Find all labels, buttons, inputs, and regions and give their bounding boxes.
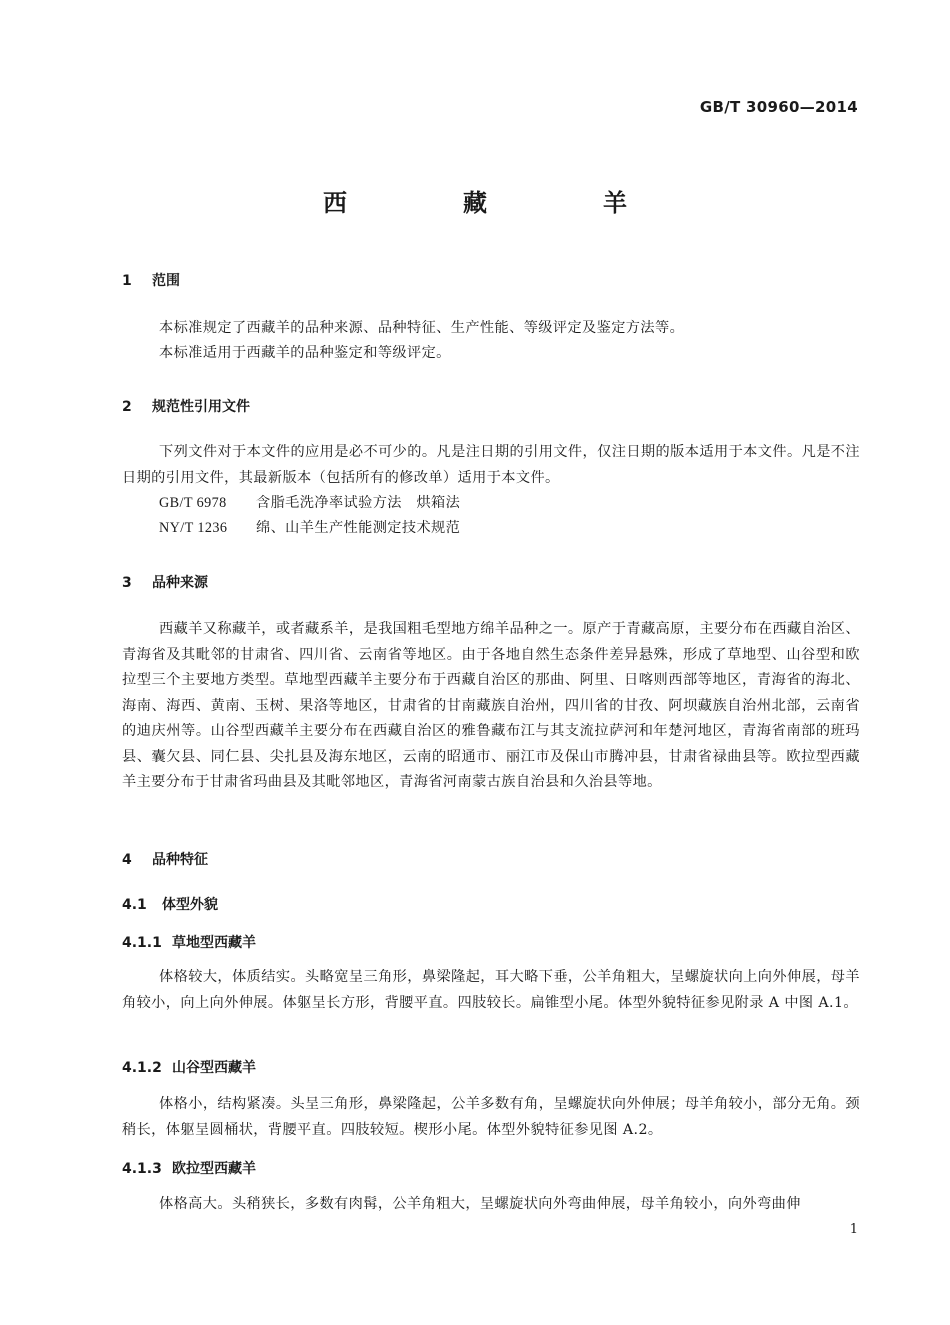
section-title: 体型外貌 (162, 897, 218, 913)
section-1-paragraph-2: 本标准适用于西藏羊的品种鉴定和等级评定。 (159, 345, 451, 361)
section-3-paragraph: 西藏羊又称藏羊，或者藏系羊，是我国粗毛型地方绵羊品种之一。原产于青藏高原，主要分布在西藏自治区、青海省及其毗邻的甘肃省、四川省、云南省等地区。由于各地自然生态条件差异悬殊，形成了草地型、山谷型和欧拉型三个主要地方类型。草地型西藏羊主要分布于西藏自治区的那曲、阿里、日喀则西部等地区，青海省的海北、海南、海西、黄南、玉树、果洛等地区，甘肃省的甘南藏族自治州，四川省的甘孜、阿坝藏族自治州北部，云南省的迪庆州等。山谷型西藏羊主要分布在西藏自治区的雅鲁藏布江与其支流拉萨河和年楚河地区，青海省南部的班玛县、囊欠县、同仁县、尖扎县及海东地区，云南的昭通市、丽江市及保山市腾冲县，甘肃省禄曲县等。欧拉型西藏羊主要分布于甘肃省玛曲县及其毗邻地区，青海省河南蒙古族自治县和久治县等地。 (122, 621, 860, 790)
section-number: 4.1.2 (122, 1060, 162, 1076)
reference-title: 含脂毛洗净率试验方法 烘箱法 (256, 495, 461, 511)
reference-item (159, 492, 460, 512)
section-title: 品种特征 (152, 852, 208, 868)
section-4-1-heading (122, 894, 218, 914)
section-4-1-2-heading (122, 1057, 256, 1077)
section-2-heading (122, 396, 250, 416)
section-title: 规范性引用文件 (152, 399, 250, 415)
reference-item (159, 517, 460, 537)
reference-code: NY/T 1236 (159, 520, 228, 536)
reference-title: 绵、山羊生产性能测定技术规范 (256, 520, 461, 536)
page-title: 西 藏 羊 (323, 189, 673, 217)
section-number: 4 (122, 852, 132, 868)
section-number: 1 (122, 273, 132, 289)
section-title: 品种来源 (152, 575, 208, 591)
section-number: 4.1.3 (122, 1161, 162, 1177)
section-1-paragraph-1: 本标准规定了西藏羊的品种来源、品种特征、生产性能、等级评定及鉴定方法等。 (159, 320, 685, 336)
section-title: 草地型西藏羊 (172, 935, 256, 951)
standard-code: GB/T 30960—2014 (699, 98, 858, 116)
section-number: 4.1 (122, 897, 147, 913)
section-4-heading (122, 849, 208, 869)
section-2-paragraph: 下列文件对于本文件的应用是必不可少的。凡是注日期的引用文件，仅注日期的版本适用于本文件。凡是不注日期的引用文件，其最新版本（包括所有的修改单）适用于本文件。 (122, 444, 860, 486)
section-4-1-3-paragraph: 体格高大。头稍狭长，多数有肉髯，公羊角粗大，呈螺旋状向外弯曲伸展，母羊角较小，向外弯曲伸 (159, 1196, 801, 1212)
section-number: 3 (122, 575, 132, 591)
section-4-1-1-paragraph: 体格较大，体质结实。头略宽呈三角形，鼻梁隆起，耳大略下垂，公羊角粗大，呈螺旋状向上向外伸展，母羊角较小，向上向外伸展。体躯呈长方形，背腰平直。四肢较长。扁锥型小尾。体型外貌特征参见附录 A 中图 A.1。 (122, 969, 860, 1011)
section-number: 2 (122, 399, 132, 415)
reference-code: GB/T 6978 (159, 495, 227, 511)
section-4-1-1-heading (122, 932, 256, 952)
section-number: 4.1.1 (122, 935, 162, 951)
section-4-1-2-paragraph: 体格小，结构紧凑。头呈三角形，鼻梁隆起，公羊多数有角，呈螺旋状向外伸展；母羊角较小，部分无角。颈稍长，体躯呈圆桶状，背腰平直。四肢较短。楔形小尾。体型外貌特征参见图 A.2。 (122, 1096, 860, 1138)
section-title: 山谷型西藏羊 (172, 1060, 256, 1076)
section-1-heading (122, 270, 180, 290)
page-number: 1 (849, 1222, 858, 1237)
section-title: 欧拉型西藏羊 (172, 1161, 256, 1177)
section-3-heading (122, 572, 208, 592)
section-4-1-3-heading (122, 1158, 256, 1178)
section-title: 范围 (152, 273, 180, 289)
